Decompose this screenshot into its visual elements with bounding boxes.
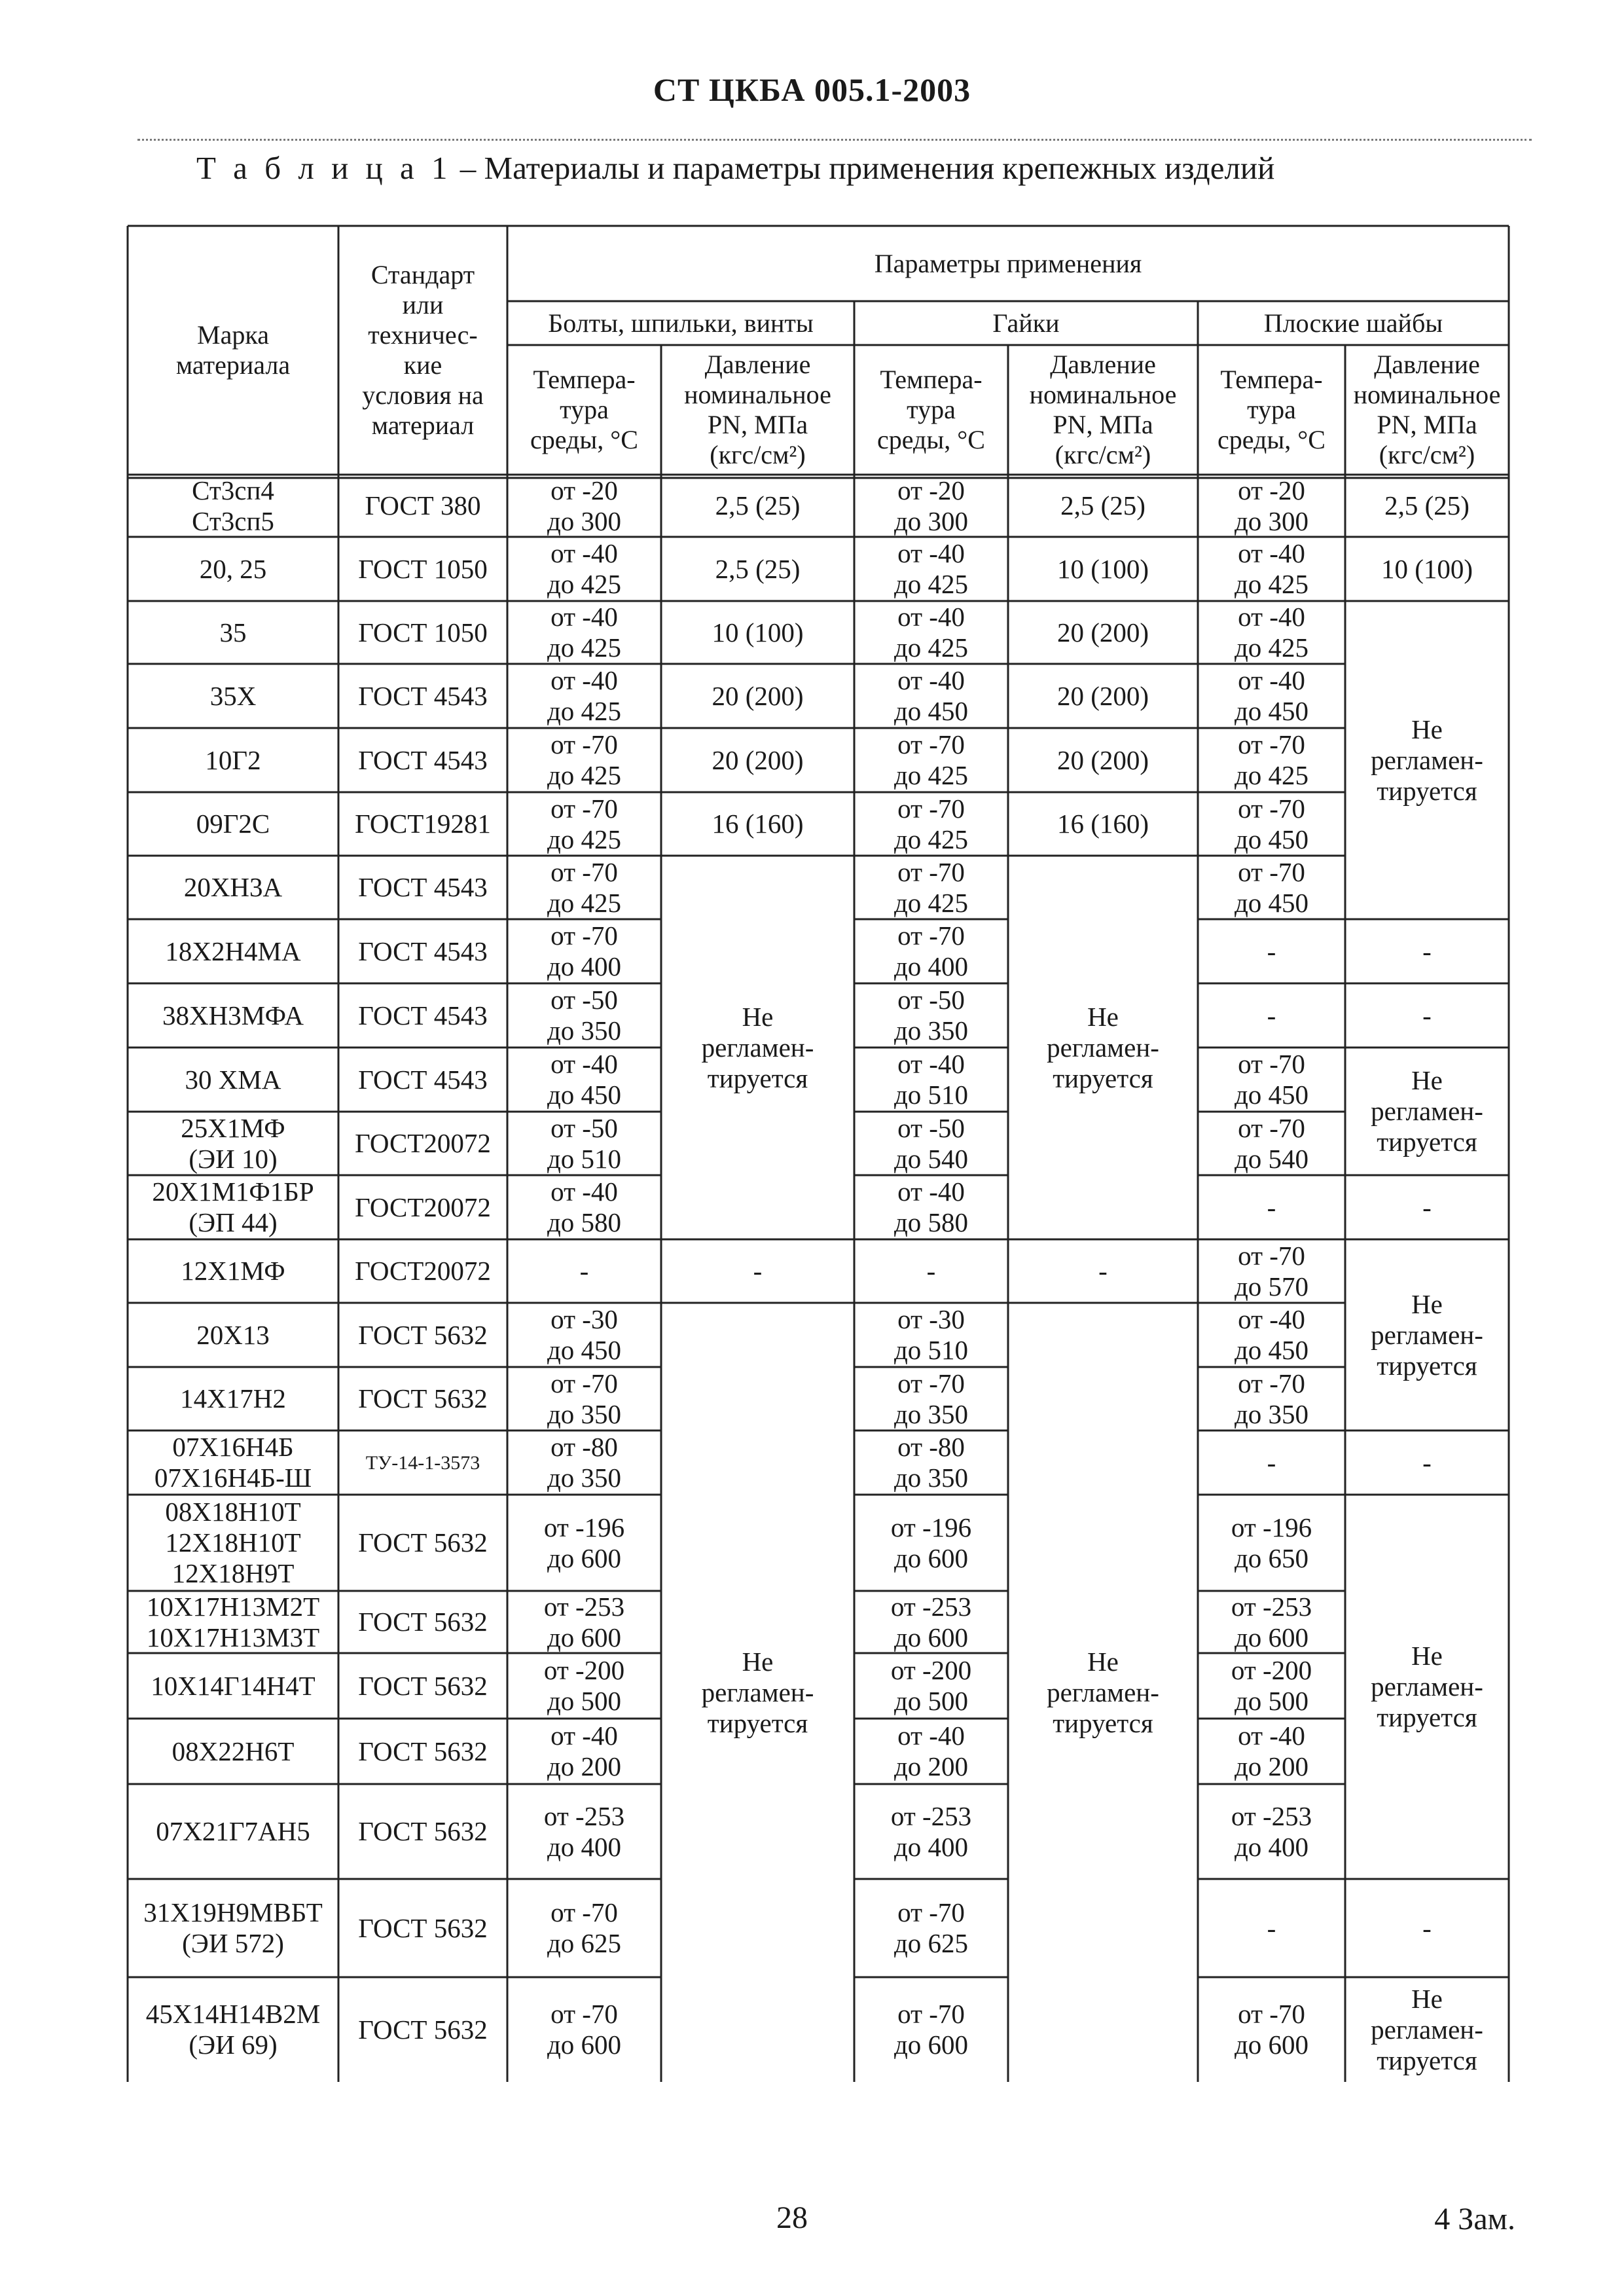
cell-bolt-temperature: от -70 до 600 [547, 1999, 622, 2060]
cell-washer-temperature: от -253 до 600 [1231, 1591, 1312, 1652]
cell-nut-temperature: от -30 до 510 [893, 1304, 969, 1365]
cell-nut-temperature: от -40 до 450 [893, 665, 969, 726]
cell-washer-temperature: от -40 до 450 [1234, 1304, 1309, 1365]
cell-washer-pressure: 10 (100) [1380, 553, 1473, 584]
cell-nut-temperature: от -70 до 350 [893, 1368, 969, 1429]
cell-nut-temperature: от -200 до 500 [890, 1655, 972, 1716]
header-pressure: Давление номинальное PN, МПа (кгс/см²) [1029, 350, 1177, 469]
header-grade: Марка материала [175, 320, 291, 380]
cell-washer-temperature: - [1267, 1000, 1276, 1030]
cell-nut-pressure: 20 (200) [1056, 744, 1149, 775]
cell-nut-temperature: от -70 до 425 [893, 793, 969, 854]
cell-grade: 07Х16Н4Б 07Х16Н4Б-Ш [154, 1432, 312, 1493]
cell-grade: 31Х19Н9МВБТ (ЭИ 572) [143, 1897, 323, 1958]
cell-nut-pressure: - [1098, 1256, 1108, 1286]
cell-washer-temperature: от -253 до 400 [1231, 1800, 1312, 1862]
cell-washer-temperature: от -70 до 450 [1234, 793, 1309, 854]
header-bolts: Болты, шпильки, винты [548, 308, 814, 338]
cell-grade: 20ХН3А [183, 872, 283, 902]
table-caption [196, 149, 1274, 187]
cell-bolt-temperature: от -20 до 300 [547, 475, 622, 536]
cell-nut-temperature: от -70 до 625 [893, 1897, 969, 1958]
merged-bolt-pressure: Не регламен- тируется [701, 1646, 814, 1738]
cell-nut-temperature: от -80 до 350 [893, 1432, 969, 1493]
cell-bolt-temperature: - [579, 1256, 589, 1286]
cell-grade: 14Х17Н2 [180, 1383, 286, 1413]
header-params: Параметры применения [874, 248, 1142, 278]
cell-bolt-pressure: 2,5 (25) [715, 553, 801, 584]
cell-standard: ГОСТ 4543 [358, 1064, 488, 1095]
cell-washer-pressure: - [1422, 1912, 1432, 1943]
cell-standard: ГОСТ 5632 [358, 1670, 488, 1701]
cell-washer-temperature: от -196 до 650 [1231, 1512, 1312, 1573]
cell-bolt-temperature: от -200 до 500 [543, 1655, 625, 1716]
cell-bolt-temperature: от -196 до 600 [543, 1512, 625, 1573]
cell-standard: ГОСТ 5632 [358, 1736, 488, 1766]
cell-grade: 20Х1М1Ф1БР (ЭП 44) [152, 1176, 314, 1237]
cell-washer-temperature: от -20 до 300 [1234, 475, 1309, 536]
cell-bolt-pressure: - [753, 1256, 763, 1286]
cell-washer-pressure: - [1422, 1192, 1432, 1222]
cell-nut-temperature: от -70 до 425 [893, 729, 969, 790]
cell-grade: 07Х21Г7АН5 [156, 1816, 310, 1846]
cell-bolt-temperature: от -253 до 600 [543, 1591, 625, 1652]
cell-grade: 10Г2 [205, 744, 261, 775]
cell-bolt-temperature: от -70 до 625 [547, 1897, 622, 1958]
cell-grade: 25Х1МФ (ЭИ 10) [181, 1112, 285, 1174]
cell-washer-temperature: от -70 до 350 [1234, 1368, 1309, 1429]
merged-washer-pressure: Не регламен- тируется [1371, 1065, 1483, 1157]
cell-grade: 09Г2С [196, 809, 270, 839]
cell-nut-temperature: от -50 до 540 [893, 1112, 969, 1174]
cell-standard: ГОСТ 1050 [358, 553, 488, 584]
header-pressure: Давление номинальное PN, МПа (кгс/см²) [1353, 350, 1501, 469]
cell-bolt-temperature: от -50 до 510 [547, 1112, 622, 1174]
cell-nut-temperature: от -40 до 425 [893, 538, 969, 599]
cell-bolt-temperature: от -70 до 425 [547, 793, 622, 854]
cell-grade: 18Х2Н4МА [165, 936, 301, 966]
header-temperature: Темпера- тура среды, °С [877, 365, 985, 454]
cell-nut-temperature: от -40 до 580 [893, 1176, 969, 1237]
cell-nut-temperature: от -50 до 350 [893, 985, 969, 1046]
cell-bolt-pressure: 10 (100) [712, 617, 804, 647]
cell-bolt-temperature: от -70 до 425 [547, 856, 622, 918]
cell-standard: ТУ-14-1-3573 [365, 1451, 480, 1474]
cell-standard: ГОСТ 4543 [358, 744, 488, 775]
cell-washer-temperature: - [1267, 936, 1276, 966]
cell-washer-temperature: от -70 до 450 [1234, 856, 1309, 918]
cell-nut-temperature: от -20 до 300 [893, 475, 969, 536]
cell-washer-temperature: от -70 до 600 [1234, 1999, 1309, 2060]
cell-standard: ГОСТ 4543 [358, 680, 488, 711]
header-temperature: Темпера- тура среды, °С [530, 365, 638, 454]
document-header: СТ ЦКБА 005.1-2003 [653, 71, 971, 108]
header-temperature: Темпера- тура среды, °С [1218, 365, 1326, 454]
cell-nut-temperature: от -70 до 600 [893, 1999, 969, 2060]
cell-grade: 08Х22Н6Т [171, 1736, 295, 1766]
cell-standard: ГОСТ 5632 [358, 1607, 488, 1637]
cell-washer-temperature: - [1267, 1447, 1276, 1478]
cell-standard: ГОСТ 5632 [358, 1912, 488, 1943]
cell-bolt-temperature: от -30 до 450 [547, 1304, 622, 1365]
cell-nut-pressure: 20 (200) [1056, 617, 1149, 647]
cell-bolt-temperature: от -40 до 425 [547, 538, 622, 599]
cell-standard: ГОСТ 380 [365, 490, 481, 520]
caption-prefix: Т а б л и ц а 1 [196, 150, 452, 186]
cell-washer-temperature: - [1267, 1192, 1276, 1222]
cell-washer-temperature: от -70 до 540 [1234, 1112, 1309, 1174]
cell-washer-temperature: от -70 до 450 [1234, 1049, 1309, 1110]
cell-bolt-temperature: от -80 до 350 [547, 1432, 622, 1493]
cell-bolt-temperature: от -70 до 425 [547, 729, 622, 790]
cell-standard: ГОСТ 4543 [358, 872, 488, 902]
header-standard: Стандарт или техничес- кие условия на материал [362, 260, 484, 440]
cell-grade: 30 ХМА [185, 1064, 281, 1095]
merged-nut-pressure: Не регламен- тируется [1047, 1001, 1159, 1093]
cell-bolt-pressure: 2,5 (25) [715, 490, 801, 520]
cell-bolt-temperature: от -40 до 425 [547, 665, 622, 726]
cell-standard: ГОСТ 5632 [358, 1319, 488, 1350]
header-pressure: Давление номинальное PN, МПа (кгс/см²) [684, 350, 831, 469]
cell-nut-pressure: 20 (200) [1056, 680, 1149, 711]
cell-washer-pressure: - [1422, 1000, 1432, 1030]
cell-nut-pressure: 16 (160) [1056, 809, 1149, 839]
cell-washer-temperature: от -40 до 425 [1234, 538, 1309, 599]
merged-washer-pressure: Не регламен- тируется [1371, 714, 1483, 806]
header-rule [137, 139, 1532, 141]
merged-nut-pressure: Не регламен- тируется [1047, 1646, 1159, 1738]
cell-standard: ГОСТ 5632 [358, 1383, 488, 1413]
cell-nut-pressure: 2,5 (25) [1060, 490, 1146, 520]
cell-nut-temperature: от -70 до 400 [893, 920, 969, 981]
cell-standard: ГОСТ 5632 [358, 1816, 488, 1846]
page-number: 28 [776, 2200, 808, 2235]
header-nuts: Гайки [992, 308, 1060, 338]
merged-washer-pressure: Не регламен- тируется [1371, 1641, 1483, 1732]
cell-bolt-temperature: от -253 до 400 [543, 1800, 625, 1862]
cell-grade: Ст3сп4 Ст3сп5 [192, 475, 274, 536]
cell-grade: 20, 25 [199, 553, 267, 584]
cell-washer-temperature: от -70 до 425 [1234, 729, 1309, 790]
cell-standard: ГОСТ 5632 [358, 1527, 488, 1558]
cell-bolt-temperature: от -40 до 450 [547, 1049, 622, 1110]
cell-grade: 12Х1МФ [181, 1256, 285, 1286]
cell-bolt-pressure: 16 (160) [712, 809, 804, 839]
cell-bolt-temperature: от -40 до 580 [547, 1176, 622, 1237]
cell-grade: 45Х14Н14В2М (ЭИ 69) [145, 1999, 321, 2060]
cell-standard: ГОСТ20072 [355, 1192, 491, 1222]
caption-text: – Материалы и параметры применения крепежных изделий [452, 150, 1275, 186]
cell-bolt-temperature: от -70 до 350 [547, 1368, 622, 1429]
cell-standard: ГОСТ20072 [355, 1128, 491, 1158]
cell-nut-temperature: от -40 до 510 [893, 1049, 969, 1110]
cell-washer-temperature: от -40 до 200 [1234, 1721, 1309, 1781]
header-washers: Плоские шайбы [1263, 308, 1443, 338]
cell-grade: 35 [219, 617, 247, 647]
cell-bolt-temperature: от -50 до 350 [547, 985, 622, 1046]
cell-standard: ГОСТ20072 [355, 1256, 491, 1286]
cell-nut-temperature: от -40 до 425 [893, 602, 969, 663]
cell-washer-pressure: - [1422, 936, 1432, 966]
cell-nut-temperature: от -253 до 400 [890, 1800, 972, 1862]
cell-grade: 35Х [209, 680, 257, 711]
cell-nut-temperature: - [926, 1256, 936, 1286]
cell-standard: ГОСТ 4543 [358, 936, 488, 966]
cell-standard: ГОСТ 4543 [358, 1000, 488, 1030]
cell-grade: 38ХН3МФА [162, 1000, 304, 1030]
revision-note: 4 Зам. [1434, 2202, 1515, 2236]
cell-washer-pressure: - [1422, 1447, 1432, 1478]
cell-bolt-temperature: от -40 до 200 [547, 1721, 622, 1781]
cell-washer-temperature: от -40 до 450 [1234, 665, 1309, 726]
cell-nut-temperature: от -196 до 600 [890, 1512, 972, 1573]
cell-washer-temperature: от -70 до 570 [1234, 1240, 1309, 1302]
merged-bolt-pressure: Не регламен- тируется [701, 1001, 814, 1093]
cell-standard: ГОСТ 1050 [358, 617, 488, 647]
cell-bolt-pressure: 20 (200) [712, 744, 804, 775]
cell-washer-temperature: от -40 до 425 [1234, 602, 1309, 663]
cell-grade: 10Х14Г14Н4Т [151, 1670, 316, 1701]
cell-bolt-temperature: от -70 до 400 [547, 920, 622, 981]
cell-bolt-pressure: 20 (200) [712, 680, 804, 711]
cell-washer-pressure: Не регламен- тируется [1371, 1983, 1483, 2075]
cell-washer-pressure: 2,5 (25) [1384, 490, 1470, 520]
merged-washer-pressure: Не регламен- тируется [1371, 1288, 1483, 1381]
cell-nut-temperature: от -253 до 600 [890, 1591, 972, 1652]
cell-standard: ГОСТ19281 [355, 809, 491, 839]
cell-grade: 08Х18Н10Т 12Х18Н10Т 12Х18Н9Т [165, 1497, 301, 1588]
cell-nut-temperature: от -40 до 200 [893, 1721, 969, 1781]
cell-nut-pressure: 10 (100) [1056, 553, 1149, 584]
cell-standard: ГОСТ 5632 [358, 2014, 488, 2045]
cell-bolt-temperature: от -40 до 425 [547, 602, 622, 663]
cell-grade: 20Х13 [196, 1319, 270, 1350]
cell-washer-temperature: от -200 до 500 [1231, 1655, 1312, 1716]
cell-nut-temperature: от -70 до 425 [893, 856, 969, 918]
cell-washer-temperature: - [1267, 1912, 1276, 1943]
cell-grade: 10Х17Н13М2Т 10Х17Н13М3Т [146, 1591, 320, 1652]
